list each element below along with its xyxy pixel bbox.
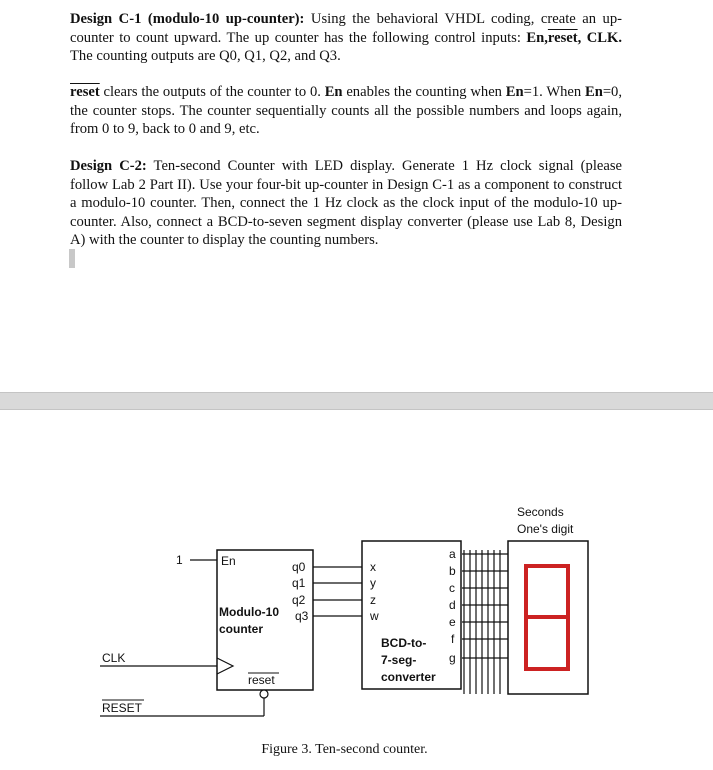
paragraph-design-c2: [70, 157, 622, 250]
counter-name-line1: Modulo-10: [219, 605, 279, 619]
design-c2-text: Ten-second Counter with LED display. Generate 1 Hz clock signal (please follow Lab 2 Part II). Use your four-bit up-counter in Design C-1 as a component to construct a modulo-10 counter. Then, connect the 1 Hz clock as the clock input of the modulo-10 up-counter. Also, connect a BCD-to-seven segment display converter (please use Lab 8, Design A) with the counter to display the counting numbers.: [70, 158, 622, 248]
input-reset: reset: [547, 29, 578, 46]
page-separator: [0, 392, 713, 410]
design-c1-text: Using the behavioral VHDL coding, create an up-counter to count upward. The up counter has the following control inputs:: [70, 11, 622, 46]
ten-second-counter-diagram: [0, 490, 713, 740]
seg-g-label: g: [449, 651, 456, 665]
const-one-label: 1: [176, 553, 183, 567]
display-title-line2: One's digit: [517, 522, 574, 536]
bcd-input-x: x: [370, 560, 376, 574]
q2-label: q2: [292, 593, 306, 607]
design-c2-title: Design C-2:: [70, 158, 147, 174]
en-pin-label: En: [221, 554, 236, 568]
figure-caption: [0, 742, 713, 758]
seg-c-label: c: [449, 581, 455, 595]
seg-a-label: a: [449, 547, 456, 561]
clk-label: CLK: [102, 651, 126, 665]
reset-pin-label: reset: [248, 673, 275, 687]
counter-name-line2: counter: [219, 622, 264, 636]
clock-input-triangle: [217, 658, 233, 674]
en-text: =1. When: [523, 84, 585, 100]
en-text: enables the counting when: [342, 84, 506, 100]
bcd-input-y: y: [370, 576, 376, 590]
reset-text: clears the outputs of the counter to 0.: [99, 84, 325, 100]
seg-f-label: f: [451, 632, 455, 646]
q0-label: q0: [292, 560, 306, 574]
seven-segment-digit: [524, 566, 570, 669]
reset-inversion-bubble: [260, 690, 268, 698]
seg-b-label: b: [449, 564, 456, 578]
text-cursor: [69, 249, 75, 268]
design-c1-title: Design C-1 (modulo-10 up-counter):: [70, 11, 305, 27]
reset-word: reset: [70, 84, 100, 100]
input-en: En,: [526, 29, 548, 46]
q3-label: q3: [295, 609, 309, 623]
input-clk: , CLK.: [577, 29, 622, 46]
reset-label: RESET: [102, 701, 143, 715]
en-word: En: [584, 84, 603, 100]
bcd-name-line3: converter: [381, 670, 436, 684]
en-word: En: [505, 84, 524, 100]
en-word: En: [324, 84, 343, 100]
bcd-input-z: z: [370, 593, 376, 607]
display-title-line1: Seconds: [517, 505, 564, 519]
bcd-name-line2: 7-seg-: [381, 653, 417, 667]
design-c1-outputs-text: The counting outputs are Q0, Q1, Q2, and Q3.: [70, 48, 341, 64]
q1-label: q1: [292, 576, 306, 590]
seg-e-label: e: [449, 615, 456, 629]
paragraph-reset-en: [70, 83, 622, 139]
bcd-input-w: w: [370, 609, 379, 623]
counter-loop-text: =0, the counter stops. The counter sequentially counts all the possible numbers and loops again, from 0 to 9, back to 0 and 9, etc.: [70, 84, 623, 137]
paragraph-design-c1: [70, 10, 622, 66]
segment-bus: [462, 550, 508, 694]
caption-text: Figure 3. Ten-second counter.: [261, 742, 428, 757]
bcd-name-line1: BCD-to-: [381, 636, 427, 650]
seg-d-label: d: [449, 598, 456, 612]
